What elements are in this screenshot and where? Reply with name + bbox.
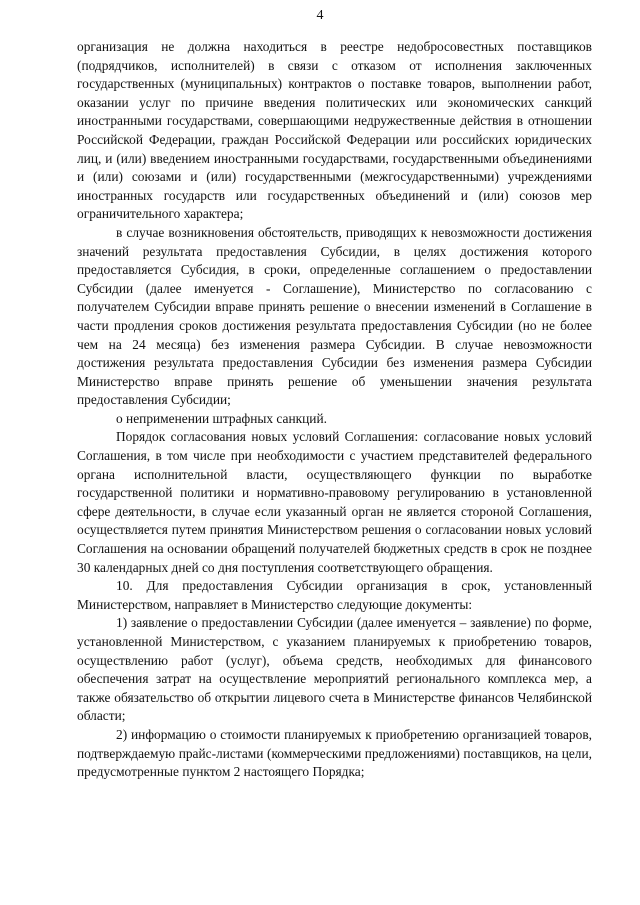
paragraph-item-10: 10. Для предоставления Субсидии организация в срок, установленный Министерством, направляет в Министерство следующие документы: [77,578,592,612]
paragraph-subitem-1: 1) заявление о предоставлении Субсидии (далее именуется – заявление) по форме, установленной Министерством, с указанием планируемых к приобретению товаров, осуществлению работ (услуг), объема средств, необходимых для финансового обеспечения затрат на осуществление мероприятий регионального комплекса мер, а также обязательство об открытии лицевого счета в Министерстве финансов Челябинской области; [77,615,592,724]
paragraph-subitem-2: 2) информацию о стоимости планируемых к приобретению организацией товаров, подтверждаемую прайс-листами (коммерческими предложениями) поставщиков, на цели, предусмотренные пунктом 2 настоящего Порядка; [77,726,592,780]
document-body [77,38,592,782]
paragraph-agreement-procedure: Порядок согласования новых условий Соглашения: согласование новых условий Соглашения, в том числе при необходимости с участием представителей федерального органа исполнительной власти, осуществляющего функции по выработке государственной политики и нормативно-правовому регулированию в установленной сфере деятельности, в случае если указанный орган не является стороной Соглашения, осуществляется путем принятия Министерством решения о согласовании новых условий Соглашения на основании обращений получателей бюджетных средств в срок не позднее 30 календарных дней со дня поступления соответствующего обращения. [77,429,592,575]
paragraph-result-change: в случае возникновения обстоятельств, приводящих к невозможности достижения значений результата предоставления Субсидии, в целях достижения которого предоставляется Субсидия, в сроки, определенные соглашением о предоставлении Субсидии (далее именуется - Соглашение), Министерство по согласованию с получателем Субсидии вправе принять решение о внесении изменений в Соглашение в части продления сроков достижения результата предоставления Субсидии (но не более чем на 24 месяца) без изменения размера Субсидии. В случае невозможности достижения результата предоставления Субсидии без изменения размера Субсидии Министерство вправе принять решение об уменьшении значения результата предоставления Субсидии; [77,224,592,408]
paragraph-sanctions-condition: организация не должна находиться в реестре недобросовестных поставщиков (подрядчиков, исполнителей) в связи с отказом от исполнения заключенных государственных (муниципальных) контрактов о поставке товаров, выполнении работ, оказании услуг по причине введения политических или экономических санкций иностранными государствами, совершающими недружественные действия в отношении Российской Федерации, граждан Российской Федерации или российских юридических лиц, и (или) введением иностранными государствами, государственными объединениями и (или) союзами и (или) государственными (межгосударственными) учреждениями иностранных государств или государственных объединений и (или) союзов мер ограничительного характера; [77,39,592,222]
page-number: 4 [316,8,324,23]
paragraph-no-penalties: о неприменении штрафных санкций. [116,410,327,426]
